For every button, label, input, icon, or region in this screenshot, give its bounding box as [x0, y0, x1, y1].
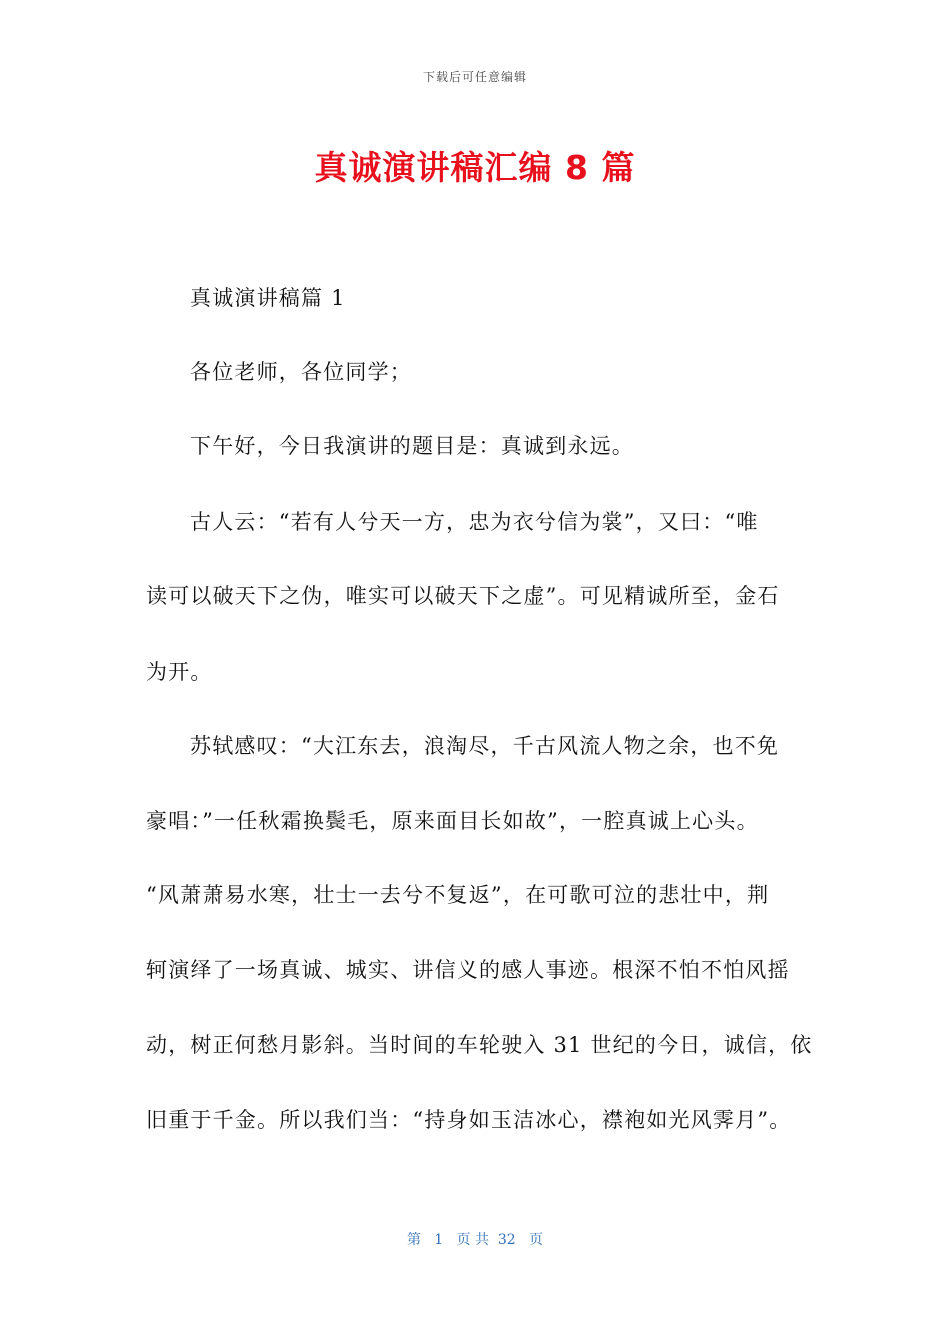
header-note: 下载后可任意编辑	[422, 70, 527, 84]
body-line: 豪唱：”一任秋霜换鬓毛，原来面目长如故”，一腔真诚上心头。	[146, 809, 759, 833]
page-footer: 第 1 页 共 32 页	[406, 1232, 544, 1248]
body-line: 古人云：“若有人兮天一方，忠为衣兮信为裳”，又曰：“唯	[190, 510, 759, 534]
body-line: 旧重于千金。所以我们当：“持身如玉洁冰心，襟袍如光风霁月”。	[146, 1108, 792, 1132]
body-line: 为开。	[146, 660, 213, 684]
document-title: 真诚演讲稿汇编 8 篇	[314, 148, 636, 187]
section-heading: 真诚演讲稿篇 1	[190, 286, 346, 310]
body-line: “风萧萧易水寒，壮士一去兮不复返”，在可歌可泣的悲壮中，荆	[146, 883, 770, 907]
body-line: 轲演绎了一场真诚、城实、讲信义的感人事迹。根深不怕不怕风摇	[146, 958, 790, 982]
body-line: 读可以破天下之伪，唯实可以破天下之虚”。可见精诚所至，金石	[146, 584, 780, 608]
body-line: 动，树正何愁月影斜。当时间的车轮驶入 31 世纪的今日，诚信，依	[146, 1033, 813, 1057]
body-line: 苏轼感叹：“大江东去，浪淘尽，千古风流人物之余，也不免	[190, 734, 780, 758]
greeting-line: 各位老师，各位同学；	[190, 360, 412, 384]
body-line: 下午好，今日我演讲的题目是：真诚到永远。	[190, 434, 634, 458]
